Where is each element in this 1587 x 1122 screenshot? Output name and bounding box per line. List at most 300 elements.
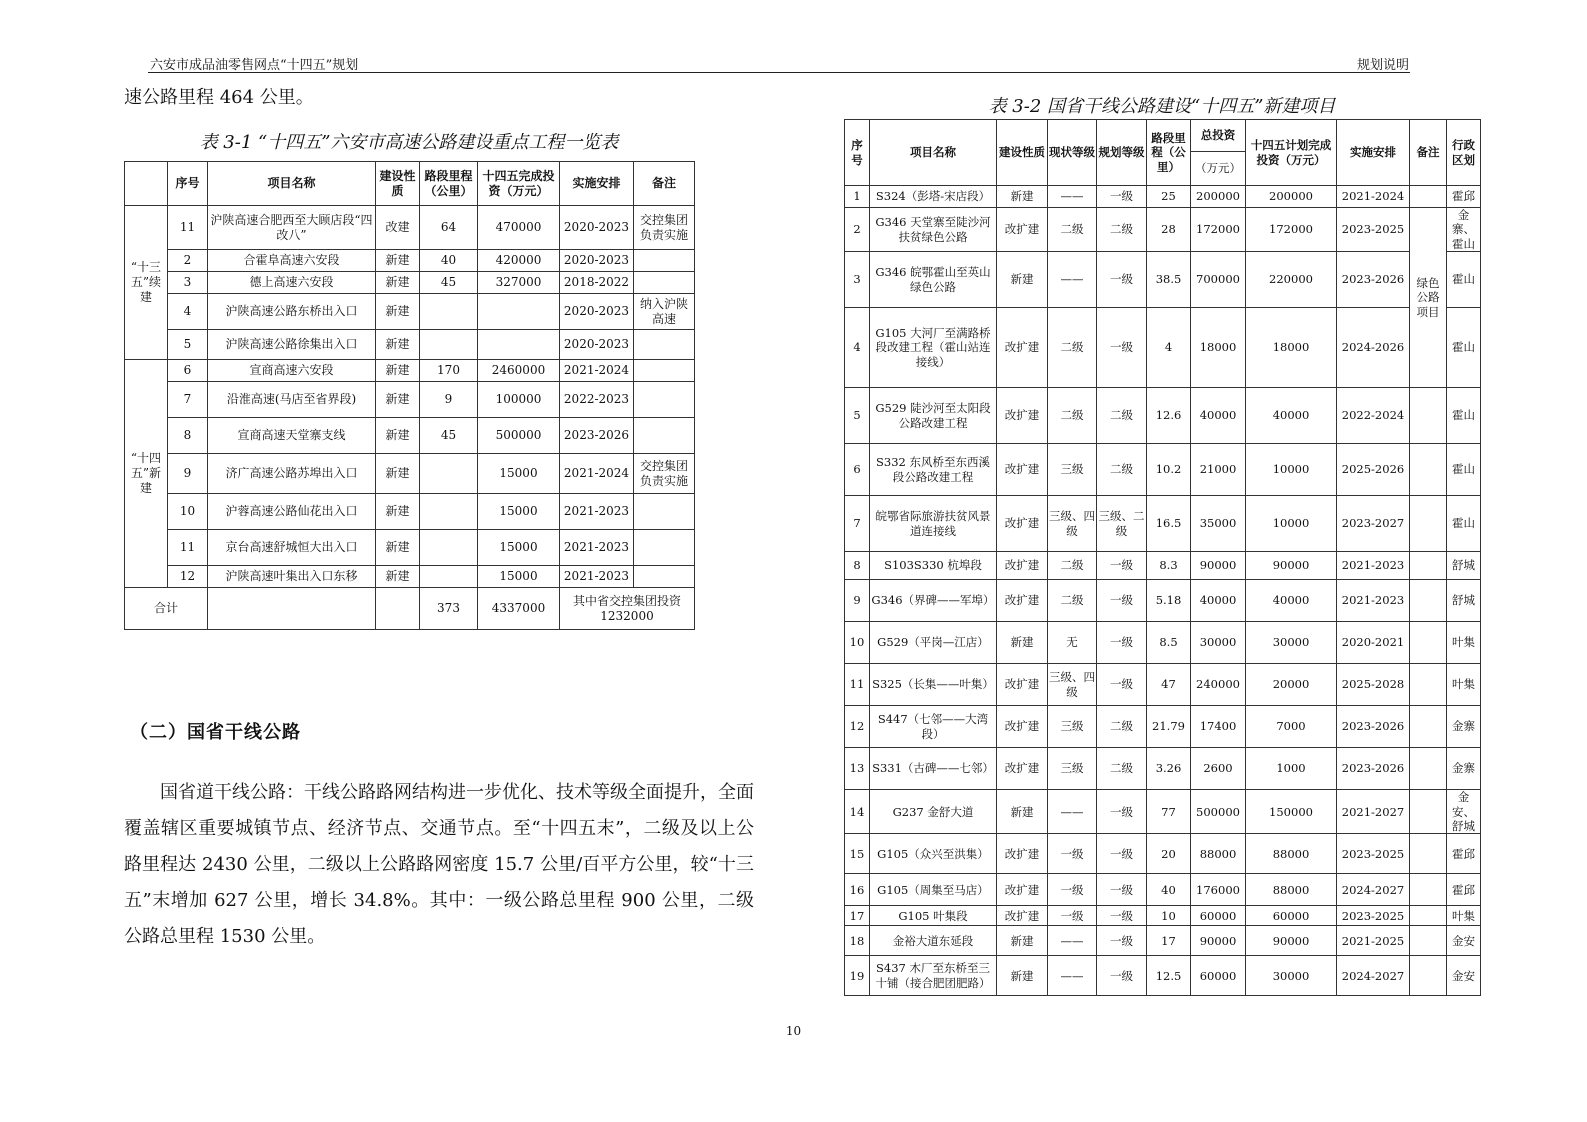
table-cell: 11 — [168, 206, 208, 250]
table-cell: 88000 — [1246, 834, 1337, 874]
total-note: 其中省交控集团投资1232000 — [560, 588, 695, 630]
remark-cell — [1410, 580, 1447, 622]
table-cell: 170 — [420, 360, 478, 382]
continued-paragraph: 速公路里程 464 公里。 — [124, 87, 314, 108]
table-cell: 一级 — [1048, 874, 1097, 906]
table-cell — [420, 454, 478, 494]
table-cell: 500000 — [478, 418, 560, 454]
table-cell: 沿淮高速(马店至省界段) — [208, 382, 376, 418]
table-row — [125, 454, 695, 494]
table-cell: 16 — [845, 874, 870, 906]
table-cell: 40000 — [1191, 580, 1246, 622]
table-cell: 10000 — [1246, 444, 1337, 496]
table-cell: 12 — [168, 566, 208, 588]
table-cell: 2460000 — [478, 360, 560, 382]
table-cell: 18000 — [1246, 308, 1337, 388]
table-cell: G237 金舒大道 — [870, 790, 997, 834]
table-cell: 二级 — [1097, 748, 1147, 790]
body-paragraph: 国省道干线公路：干线公路路网结构进一步优化、技术等级全面提升，全面覆盖辖区重要城镇节点、经济节点、交通节点。至“十四五末”，二级及以上公路里程达 2430 公里，二级以上公路路网密度 15.7 公里/百平方公里，较“十三五”末增加 627 公里，增长 34.8%。其中：一级公路总里程 900 公里，二级公路总里程 1530 公里。 — [124, 782, 754, 947]
table-cell: 2 — [168, 250, 208, 272]
table-cell: 10 — [1147, 906, 1191, 926]
table-cell: 200000 — [1191, 186, 1246, 208]
table-cell: 20000 — [1246, 664, 1337, 706]
table-cell: 77 — [1147, 790, 1191, 834]
table-cell: G529 陡沙河至太阳段公路改建工程 — [870, 388, 997, 444]
table-cell — [478, 294, 560, 330]
table-cell: G105（众兴至洪集） — [870, 834, 997, 874]
table-cell: 10000 — [1246, 496, 1337, 552]
table-row — [125, 382, 695, 418]
total-label: 合计 — [125, 588, 208, 630]
table1-caption: 表 3-1 “十四五”六安市高速公路建设重点工程一览表 — [199, 132, 619, 153]
table-cell: 交控集团负责实施 — [634, 454, 695, 494]
table-cell: 新建 — [997, 622, 1048, 664]
column-header: 备注 — [1410, 120, 1447, 186]
table-cell: —— — [1048, 252, 1097, 308]
table-cell — [634, 530, 695, 566]
table-cell: 一级 — [1097, 622, 1147, 664]
table-cell: 40000 — [1246, 388, 1337, 444]
table-cell: 交控集团负责实施 — [634, 206, 695, 250]
table-cell: 皖鄂省际旅游扶贫风景道连接线 — [870, 496, 997, 552]
table-cell: 1 — [845, 186, 870, 208]
table-cell: G529（平岗—江店） — [870, 622, 997, 664]
remark-cell — [1410, 706, 1447, 748]
table-cell: 45 — [420, 272, 478, 294]
table-cell: 宣商高速天堂寨支线 — [208, 418, 376, 454]
table-cell: 三级、四级 — [1048, 664, 1097, 706]
table-cell: 3.26 — [1147, 748, 1191, 790]
table-cell: 11 — [168, 530, 208, 566]
table-cell — [634, 360, 695, 382]
table-cell: 2021-2023 — [560, 530, 634, 566]
running-header-title: 六安市成品油零售网点“十四五”规划 — [150, 58, 359, 73]
table-cell: 2021-2023 — [1337, 580, 1410, 622]
table-cell: 改扩建 — [997, 706, 1048, 748]
table-row — [845, 580, 1481, 622]
table-cell: 5 — [168, 330, 208, 360]
total-investment: 4337000 — [478, 588, 560, 630]
table-cell: 30000 — [1246, 956, 1337, 996]
table-cell: 2021-2023 — [560, 494, 634, 530]
table-cell: 90000 — [1246, 552, 1337, 580]
table-cell — [420, 566, 478, 588]
table-row — [125, 494, 695, 530]
table-cell: 霍山 — [1447, 308, 1481, 388]
table-cell: 二级 — [1097, 208, 1147, 252]
table-cell: 沪蓉高速公路仙花出入口 — [208, 494, 376, 530]
table-cell: 沪陕高速合肥西至大顾店段“四改八” — [208, 206, 376, 250]
table-cell — [478, 330, 560, 360]
table-cell: 一级 — [1097, 252, 1147, 308]
table-cell: 新建 — [997, 186, 1048, 208]
table-row — [845, 748, 1481, 790]
table-cell: 改扩建 — [997, 552, 1048, 580]
table-row — [845, 186, 1481, 208]
table-cell: 60000 — [1246, 906, 1337, 926]
table-cell: 二级 — [1048, 208, 1097, 252]
column-header: 路段里程（公里） — [420, 162, 478, 206]
table-cell: 三级 — [1048, 706, 1097, 748]
table-cell: 2600 — [1191, 748, 1246, 790]
remark-cell — [1410, 906, 1447, 926]
table-cell: G105 大河厂至满路桥段改建工程（霍山站连接线） — [870, 308, 997, 388]
table-cell: 14 — [845, 790, 870, 834]
table-cell: 40000 — [1246, 580, 1337, 622]
remark-cell — [1410, 926, 1447, 956]
table-cell — [634, 330, 695, 360]
table-cell: 40 — [420, 250, 478, 272]
column-header: 建设性质 — [376, 162, 420, 206]
table-cell: 3 — [168, 272, 208, 294]
column-header: 现状等级 — [1048, 120, 1097, 186]
table-row — [125, 206, 695, 250]
column-header-unit: （万元） — [1191, 152, 1246, 186]
table-cell: 12.6 — [1147, 388, 1191, 444]
table-cell: —— — [1048, 926, 1097, 956]
table-cell: G346 皖鄂霍山至英山绿色公路 — [870, 252, 997, 308]
table-cell: 新建 — [376, 272, 420, 294]
table-row — [125, 360, 695, 382]
column-header: 十四五计划完成投资（万元） — [1246, 120, 1337, 186]
trunk-road-projects-table — [844, 119, 1481, 996]
table-cell: 金裕大道东延段 — [870, 926, 997, 956]
table-cell: 2020-2021 — [1337, 622, 1410, 664]
table-cell: 改扩建 — [997, 748, 1048, 790]
table-cell: 100000 — [478, 382, 560, 418]
table-cell — [634, 382, 695, 418]
table-cell: 叶集 — [1447, 906, 1481, 926]
table-cell: 金安 — [1447, 956, 1481, 996]
remark-cell — [1410, 834, 1447, 874]
column-header: 序号 — [845, 120, 870, 186]
table-cell: 9 — [845, 580, 870, 622]
table-cell: 2024-2027 — [1337, 874, 1410, 906]
table-cell: 38.5 — [1147, 252, 1191, 308]
column-header: 行政区划 — [1447, 120, 1481, 186]
table-cell: 10.2 — [1147, 444, 1191, 496]
table-cell: 2021-2025 — [1337, 926, 1410, 956]
table-cell: 11 — [845, 664, 870, 706]
column-header — [125, 162, 168, 206]
table-row — [845, 388, 1481, 444]
table-row — [845, 208, 1481, 252]
table-cell: 改扩建 — [997, 308, 1048, 388]
table-cell: 88000 — [1191, 834, 1246, 874]
table-cell: 47 — [1147, 664, 1191, 706]
table-row — [845, 874, 1481, 906]
table-cell: 60000 — [1191, 956, 1246, 996]
table-cell: 金寨、霍山 — [1447, 208, 1481, 252]
table-cell: 172000 — [1191, 208, 1246, 252]
table-cell: 二级 — [1048, 388, 1097, 444]
table-cell: 2022-2024 — [1337, 388, 1410, 444]
table-cell: 90000 — [1246, 926, 1337, 956]
table-cell: 一级 — [1097, 956, 1147, 996]
table-cell: 一级 — [1097, 580, 1147, 622]
table-cell: 240000 — [1191, 664, 1246, 706]
table-cell: 改建 — [376, 206, 420, 250]
table-cell: 17 — [1147, 926, 1191, 956]
table-cell: 新建 — [376, 454, 420, 494]
table-cell: 2021-2023 — [1337, 552, 1410, 580]
table-cell: 2020-2023 — [560, 206, 634, 250]
total-mileage: 373 — [420, 588, 478, 630]
table-cell: 90000 — [1191, 926, 1246, 956]
table-cell: 二级 — [1097, 388, 1147, 444]
table-row — [125, 330, 695, 360]
table-row — [125, 272, 695, 294]
total-row — [125, 588, 695, 630]
table-cell: 17 — [845, 906, 870, 926]
table-cell: 9 — [168, 454, 208, 494]
table-cell: 18000 — [1191, 308, 1246, 388]
table-cell: S437 木厂至东桥至三十铺（接合肥团肥路） — [870, 956, 997, 996]
table-cell: 15000 — [478, 454, 560, 494]
table-row — [125, 418, 695, 454]
table-cell: 8 — [168, 418, 208, 454]
table-cell: 舒城 — [1447, 552, 1481, 580]
table-cell: 88000 — [1246, 874, 1337, 906]
table-cell: 二级 — [1048, 308, 1097, 388]
table-cell: 7 — [845, 496, 870, 552]
section-heading: （二）国省干线公路 — [130, 722, 301, 743]
table-cell: 13 — [845, 748, 870, 790]
table-cell — [634, 250, 695, 272]
table-row — [845, 444, 1481, 496]
table-cell — [420, 330, 478, 360]
table-cell: 64 — [420, 206, 478, 250]
table-cell: 改扩建 — [997, 496, 1048, 552]
table-cell: 172000 — [1246, 208, 1337, 252]
table-cell: 舒城 — [1447, 580, 1481, 622]
table-cell: 1000 — [1246, 748, 1337, 790]
table-cell: S447（七邻——大湾段） — [870, 706, 997, 748]
table-cell: 一级 — [1097, 186, 1147, 208]
table-row — [845, 790, 1481, 834]
table-cell: S325（长集——叶集） — [870, 664, 997, 706]
table-cell: 沪陕高速公路东桥出入口 — [208, 294, 376, 330]
table-row — [845, 706, 1481, 748]
table-cell: G105 叶集段 — [870, 906, 997, 926]
table-cell: 21000 — [1191, 444, 1246, 496]
table-cell: 150000 — [1246, 790, 1337, 834]
table-cell: 新建 — [376, 418, 420, 454]
table-cell: 一级 — [1097, 552, 1147, 580]
table-row — [845, 496, 1481, 552]
table-cell: 2018-2022 — [560, 272, 634, 294]
table-cell: 20 — [1147, 834, 1191, 874]
table-cell: 金安、舒城 — [1447, 790, 1481, 834]
table-cell: 2023-2026 — [1337, 252, 1410, 308]
table-cell: 40000 — [1191, 388, 1246, 444]
table-header-row — [125, 162, 695, 206]
table-cell: 改扩建 — [997, 208, 1048, 252]
remark-cell — [1410, 748, 1447, 790]
table-cell: S324（彭塔-宋店段） — [870, 186, 997, 208]
table-cell: 霍邱 — [1447, 874, 1481, 906]
table-cell: 宣商高速六安段 — [208, 360, 376, 382]
table-cell: 新建 — [376, 494, 420, 530]
table-row — [845, 956, 1481, 996]
table-cell: 15000 — [478, 530, 560, 566]
remark-cell — [1410, 664, 1447, 706]
table-cell: 2 — [845, 208, 870, 252]
table-cell: 15 — [845, 834, 870, 874]
remark-cell — [1410, 388, 1447, 444]
table-cell: 12.5 — [1147, 956, 1191, 996]
remark-cell — [1410, 552, 1447, 580]
table-cell: 4 — [168, 294, 208, 330]
table-row — [845, 834, 1481, 874]
table-row — [125, 566, 695, 588]
table-cell: 5.18 — [1147, 580, 1191, 622]
table-cell: 6 — [168, 360, 208, 382]
page-number: 10 — [785, 1024, 802, 1038]
table-cell: 90000 — [1191, 552, 1246, 580]
table-cell: 19 — [845, 956, 870, 996]
column-header: 项目名称 — [208, 162, 376, 206]
table-cell: 2021-2024 — [560, 454, 634, 494]
table-cell — [420, 494, 478, 530]
table-cell: 新建 — [997, 790, 1048, 834]
table-cell — [208, 588, 376, 630]
table-cell: 新建 — [997, 926, 1048, 956]
column-header: 十四五完成投资（万元） — [478, 162, 560, 206]
table-cell: 2021-2024 — [1337, 186, 1410, 208]
remark-cell — [1410, 622, 1447, 664]
table-cell: 新建 — [376, 530, 420, 566]
table-cell: 沪陕高速公路徐集出入口 — [208, 330, 376, 360]
table-cell: 济广高速公路苏埠出入口 — [208, 454, 376, 494]
table-cell: 2022-2023 — [560, 382, 634, 418]
table-row — [845, 622, 1481, 664]
table-cell: 新建 — [997, 956, 1048, 996]
table-cell: 7000 — [1246, 706, 1337, 748]
table-cell: 叶集 — [1447, 664, 1481, 706]
table-cell: 二级 — [1048, 552, 1097, 580]
table-cell: 12 — [845, 706, 870, 748]
table-cell: 327000 — [478, 272, 560, 294]
header-rule — [148, 72, 1410, 73]
table-cell: 2021-2024 — [560, 360, 634, 382]
table-cell: 8 — [845, 552, 870, 580]
table-cell: 一级 — [1097, 926, 1147, 956]
table-cell: 176000 — [1191, 874, 1246, 906]
table-cell: 9 — [420, 382, 478, 418]
remark-cell: 绿色公路项目 — [1410, 208, 1447, 388]
table-cell: G346（界碑——军埠） — [870, 580, 997, 622]
table-cell: 2023-2026 — [1337, 706, 1410, 748]
table-cell: 二级 — [1097, 444, 1147, 496]
column-header: 备注 — [634, 162, 695, 206]
table-cell: 10 — [845, 622, 870, 664]
table-cell — [420, 294, 478, 330]
table-cell: 改扩建 — [997, 874, 1048, 906]
remark-cell — [1410, 496, 1447, 552]
table-cell: 60000 — [1191, 906, 1246, 926]
table-row — [125, 294, 695, 330]
table-cell: 新建 — [997, 252, 1048, 308]
group-label-new: “十四五”新建 — [125, 360, 168, 588]
table-row — [845, 926, 1481, 956]
table2-caption: 表 3-2 国省干线公路建设“十四五”新建项目 — [988, 96, 1336, 117]
table-cell — [420, 530, 478, 566]
table-cell: 700000 — [1191, 252, 1246, 308]
table-cell: 沪陕高速叶集出入口东移 — [208, 566, 376, 588]
table-cell: 二级 — [1048, 580, 1097, 622]
table-row — [125, 530, 695, 566]
column-header: 实施安排 — [1337, 120, 1410, 186]
remark-cell — [1410, 790, 1447, 834]
table-cell: 30000 — [1246, 622, 1337, 664]
table-cell — [376, 588, 420, 630]
table-cell: G105（周集至马店） — [870, 874, 997, 906]
table-cell: 470000 — [478, 206, 560, 250]
table-cell: 2021-2023 — [560, 566, 634, 588]
table-cell: 16.5 — [1147, 496, 1191, 552]
table-cell: 2025-2026 — [1337, 444, 1410, 496]
table-cell: 改扩建 — [997, 580, 1048, 622]
table-cell: 15000 — [478, 566, 560, 588]
table-cell: 一级 — [1048, 906, 1097, 926]
table-row — [125, 250, 695, 272]
table-cell: 二级 — [1097, 706, 1147, 748]
running-header-section: 规划说明 — [1356, 58, 1409, 73]
table-cell: 420000 — [478, 250, 560, 272]
table-cell: 改扩建 — [997, 834, 1048, 874]
table-cell: 2023-2025 — [1337, 906, 1410, 926]
table-cell: 三级、四级 — [1048, 496, 1097, 552]
table-cell: S332 东风桥至东西溪段公路改建工程 — [870, 444, 997, 496]
table-cell: 一级 — [1097, 906, 1147, 926]
table-cell: 京台高速舒城恒大出入口 — [208, 530, 376, 566]
table-cell — [634, 418, 695, 454]
table-cell: 霍山 — [1447, 252, 1481, 308]
group-label-ongoing: “十三五”续建 — [125, 206, 168, 360]
table-cell: 改扩建 — [997, 664, 1048, 706]
remark-cell — [1410, 874, 1447, 906]
table-cell: 三级 — [1048, 748, 1097, 790]
table-cell: 500000 — [1191, 790, 1246, 834]
table-cell: 2021-2027 — [1337, 790, 1410, 834]
table-cell: 2025-2028 — [1337, 664, 1410, 706]
table-cell: 2024-2027 — [1337, 956, 1410, 996]
table-row — [845, 552, 1481, 580]
table-cell: G346 天堂寨至陡沙河扶贫绿色公路 — [870, 208, 997, 252]
table-cell: 2020-2023 — [560, 250, 634, 272]
table-cell: —— — [1048, 790, 1097, 834]
table-cell: 8.5 — [1147, 622, 1191, 664]
table-cell: 10 — [168, 494, 208, 530]
table-cell: 30000 — [1191, 622, 1246, 664]
table-cell: S103S330 杭埠段 — [870, 552, 997, 580]
table-cell: 3 — [845, 252, 870, 308]
table-cell: 4 — [845, 308, 870, 388]
table-cell: 28 — [1147, 208, 1191, 252]
table-cell: 霍山 — [1447, 444, 1481, 496]
table-cell: 纳入沪陕高速 — [634, 294, 695, 330]
remark-cell — [1410, 956, 1447, 996]
table-row — [845, 252, 1481, 308]
table-cell: 改扩建 — [997, 906, 1048, 926]
table-cell: 金寨 — [1447, 706, 1481, 748]
table-cell: 一级 — [1097, 664, 1147, 706]
table-cell: 三级 — [1048, 444, 1097, 496]
table-cell: 合霍阜高速六安段 — [208, 250, 376, 272]
table-cell: 新建 — [376, 250, 420, 272]
remark-cell — [1410, 186, 1447, 208]
